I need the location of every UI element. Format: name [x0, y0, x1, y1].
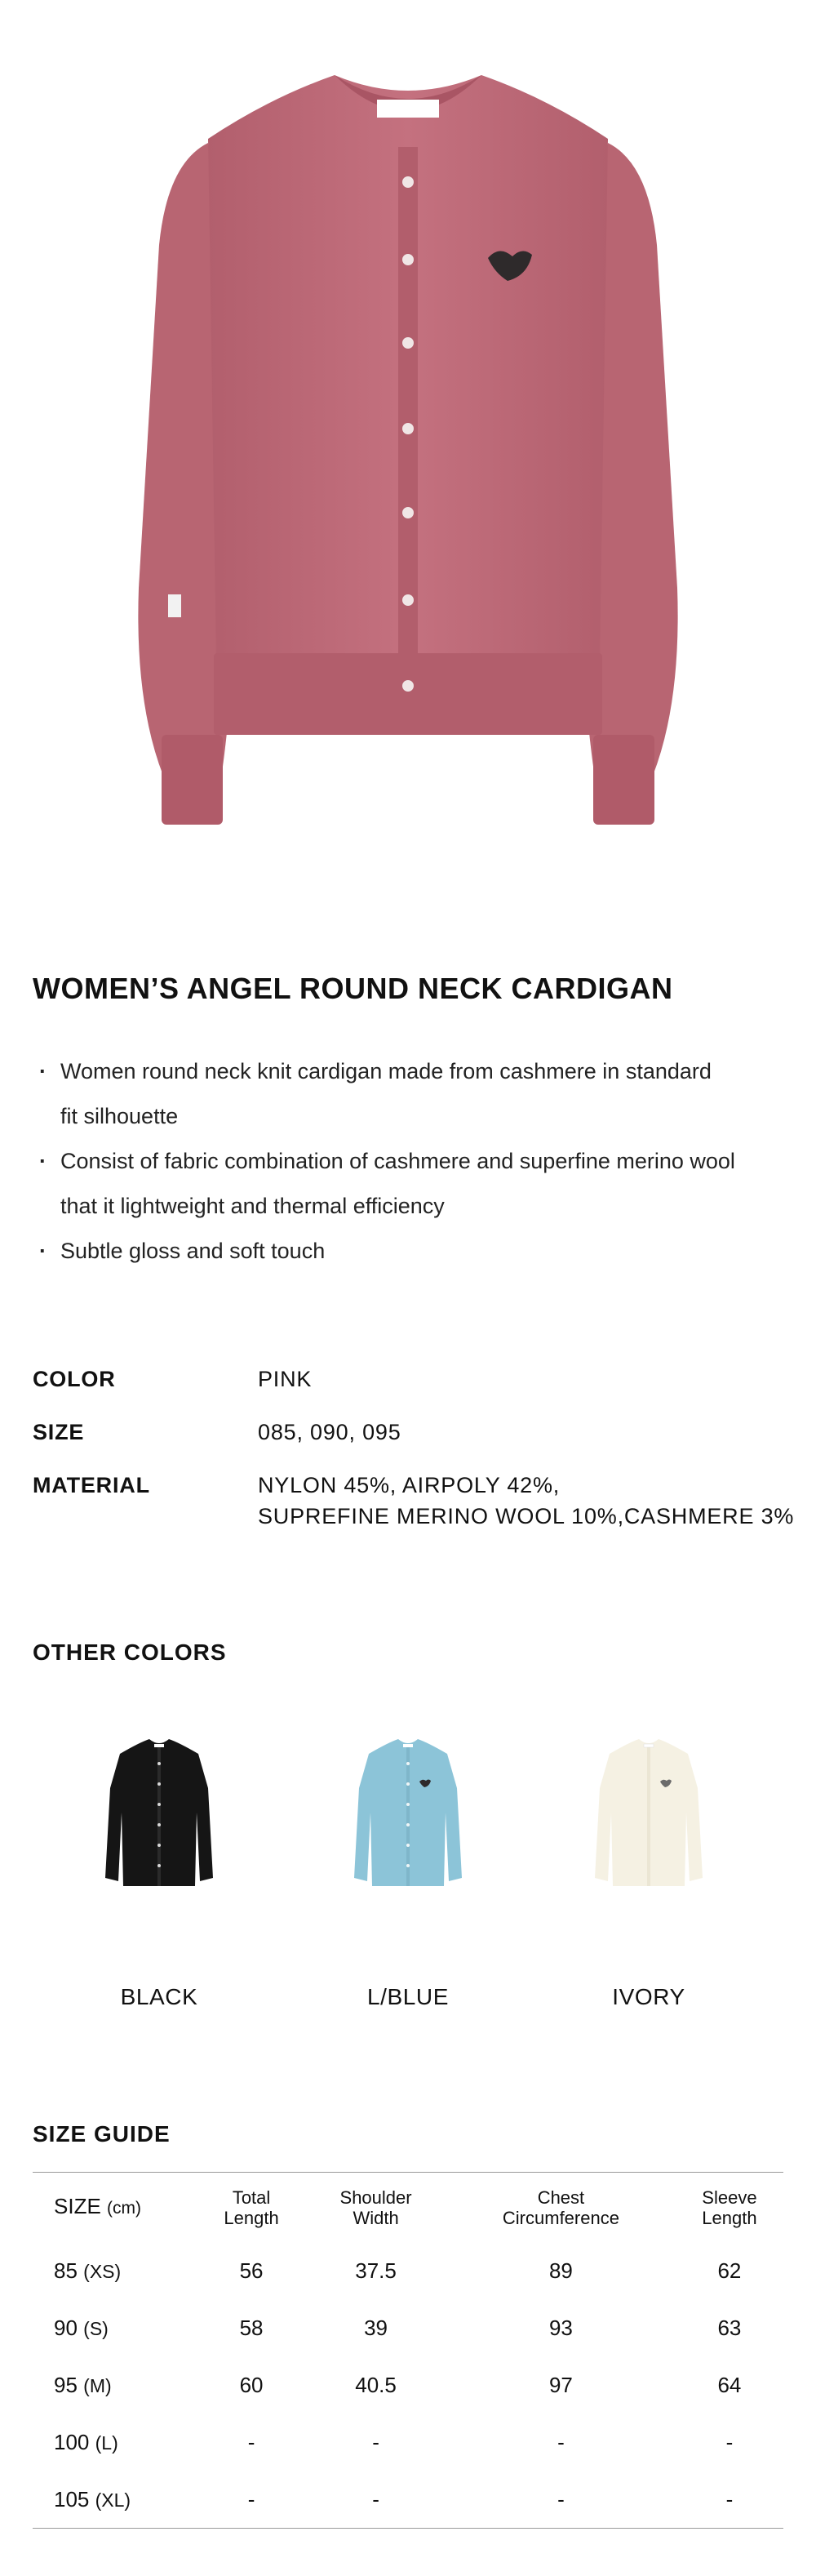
color-option-light-blue[interactable] [286, 1731, 530, 2010]
spec-value: 085, 090, 095 [258, 1420, 401, 1444]
table-row: 85 (XS) 56 37.5 89 62 [54, 2258, 742, 2283]
size-column-header: SIZE (cm) [54, 2194, 142, 2219]
size-table-header [33, 2173, 783, 2243]
color-label: IVORY [612, 1984, 685, 2009]
color-option-black[interactable] [37, 1731, 282, 2010]
spec-label: MATERIAL [33, 1473, 150, 1497]
other-colors-title: OTHER COLORS [33, 1639, 227, 1665]
column-header-sleeve-length: Sleeve Length [702, 2187, 757, 2228]
color-label: L/BLUE [366, 1984, 450, 2009]
table-row: 100 (L) - - - - [54, 2430, 734, 2454]
spec-row-color [33, 1364, 800, 1395]
product-description [33, 1049, 767, 1274]
product-hero-image [0, 0, 816, 890]
table-row: 95 (M) 60 40.5 97 64 [54, 2373, 742, 2397]
ivory-cardigan-image [567, 1731, 730, 1919]
black-cardigan-image [78, 1731, 241, 1919]
size-guide-table [33, 2172, 783, 2529]
product-title: WOMEN’S ANGEL ROUND NECK CARDIGAN [33, 972, 673, 1005]
pink-cardigan-image [0, 0, 816, 890]
table-row: 105 (XL) - - - - [33, 2471, 783, 2529]
description-item: · Women round neck knit cardigan made from cashmere in standard fit silhouette [33, 1049, 767, 1139]
spec-row-material [33, 1470, 800, 1532]
table-row: 90 (S) 58 39 93 63 [54, 2316, 742, 2340]
spec-label: SIZE [33, 1420, 85, 1444]
product-specs [33, 1364, 800, 1554]
color-label: BLACK [120, 1984, 198, 2009]
description-item: · Subtle gloss and soft touch [33, 1229, 767, 1274]
spec-value: NYLON 45%, AIRPOLY 42%, SUPREFINE MERINO WOOL 10%,CASHMERE 3% [258, 1473, 795, 1528]
column-header-total-length: Total Length [224, 2187, 279, 2228]
description-item: · Consist of fabric combination of cashmere and superfine merino wool that it lightweight and thermal efficiency [33, 1139, 767, 1229]
spec-label: COLOR [33, 1367, 116, 1391]
column-header-shoulder-width: Shoulder Width [339, 2187, 412, 2228]
size-guide-title: SIZE GUIDE [33, 2121, 171, 2147]
spec-value: PINK [258, 1367, 313, 1391]
light-blue-cardigan-image [326, 1731, 490, 1919]
color-option-ivory[interactable] [526, 1731, 771, 2010]
column-header-chest-circumference: Chest Circumference [502, 2187, 619, 2228]
other-colors-list [0, 1731, 816, 2041]
spec-row-size [33, 1417, 800, 1448]
